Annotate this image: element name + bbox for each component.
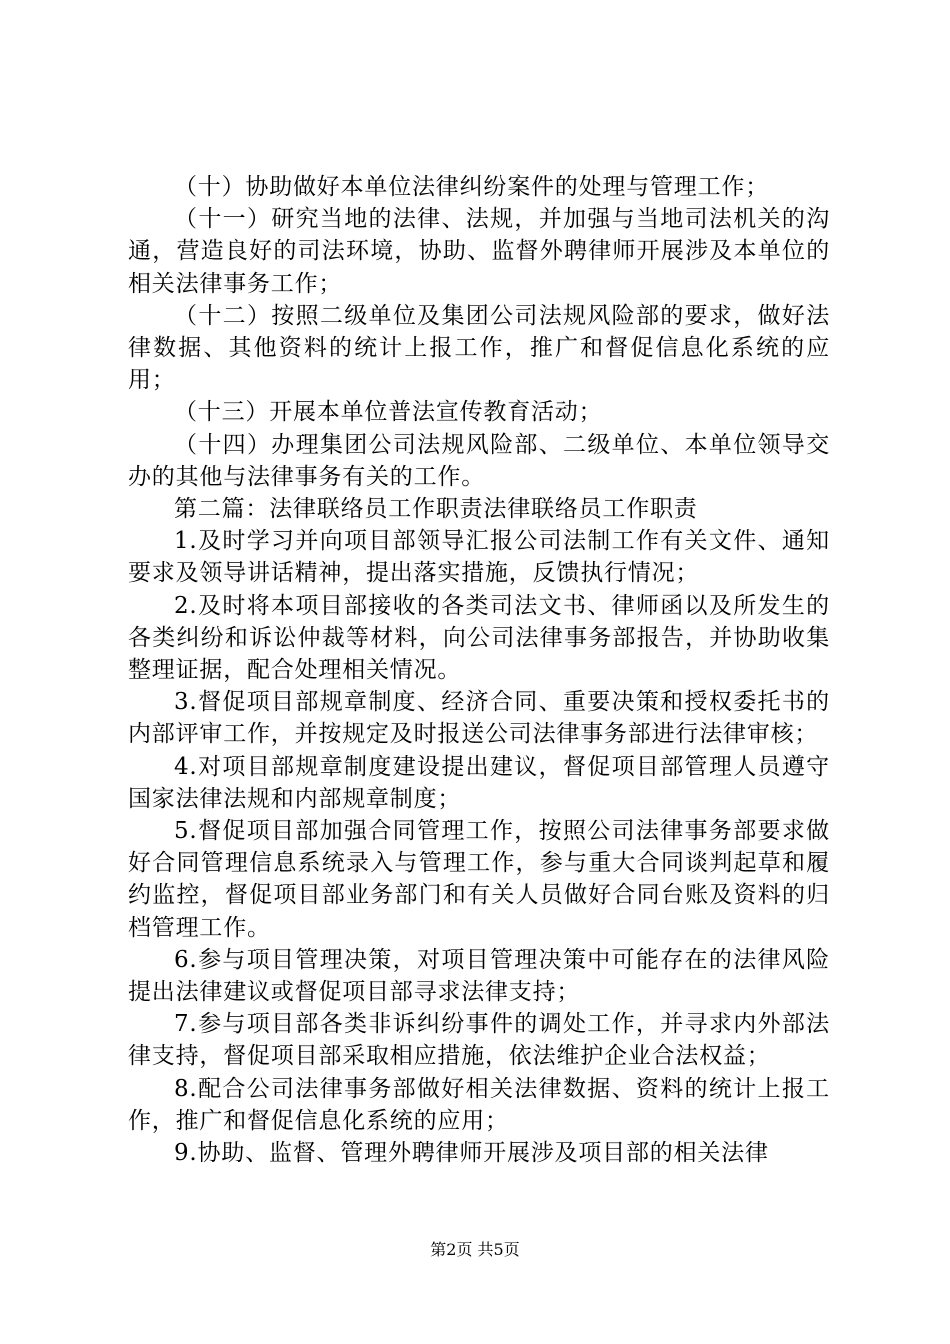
duty-item-6: 6.参与项目管理决策，对项目管理决策中可能存在的法律风险提出法律建议或督促项目部寻求法律支持； <box>128 946 830 1006</box>
duty-item-5: 5.督促项目部加强合同管理工作，按照公司法律事务部要求做好合同管理信息系统录入与管理工作，参与重大合同谈判起草和履约监控，督促项目部业务部门和有关人员做好合同台账及资料的归档管理工作。 <box>128 818 830 941</box>
duty-item-2: 2.及时将本项目部接收的各类司法文书、律师函以及所发生的各类纠纷和诉讼仲裁等材料，向公司法律事务部报告，并协助收集整理证据，配合处理相关情况。 <box>128 592 830 684</box>
duty-item-8: 8.配合公司法律事务部做好相关法律数据、资料的统计上报工作，推广和督促信息化系统的应用； <box>128 1075 830 1134</box>
paragraph-10: （十）协助做好本单位法律纠纷案件的处理与管理工作； <box>174 174 769 200</box>
paragraph-13: （十三）开展本单位普法宣传教育活动； <box>174 399 603 426</box>
duty-item-3: 3.督促项目部规章制度、经济合同、重要决策和授权委托书的内部评审工作，并按规定及时报送公司法律事务部进行法律审核； <box>128 689 830 748</box>
section-heading: 第二篇：法律联络员工作职责法律联络员工作职责 <box>174 496 698 523</box>
duty-item-1: 1.及时学习并向项目部领导汇报公司法制工作有关文件、通知要求及领导讲话精神，提出落实措施，反馈执行情况； <box>128 528 830 587</box>
paragraph-14: （十四）办理集团公司法规风险部、二级单位、本单位领导交办的其他与法律事务有关的工作。 <box>128 431 830 490</box>
paragraph-12: （十二）按照二级单位及集团公司法规风险部的要求，做好法律数据、其他资料的统计上报工作，推广和督促信息化系统的应用； <box>128 302 830 394</box>
document-body <box>128 171 830 1169</box>
duty-item-9: 9.协助、监督、管理外聘律师开展涉及项目部的相关法律 <box>174 1140 769 1167</box>
page-footer: 第2页 共5页 <box>430 1240 520 1259</box>
duty-item-7: 7.参与项目部各类非诉纠纷事件的调处工作，并寻求内外部法律支持，督促项目部采取相应措施，依法维护企业合法权益； <box>128 1011 830 1070</box>
paragraph-11: （十一）研究当地的法律、法规，并加强与当地司法机关的沟通，营造良好的司法环境，协助、监督外聘律师开展涉及本单位的相关法律事务工作； <box>128 206 830 297</box>
duty-item-4: 4.对项目部规章制度建设提出建议，督促项目部管理人员遵守国家法律法规和内部规章制度； <box>128 753 830 812</box>
